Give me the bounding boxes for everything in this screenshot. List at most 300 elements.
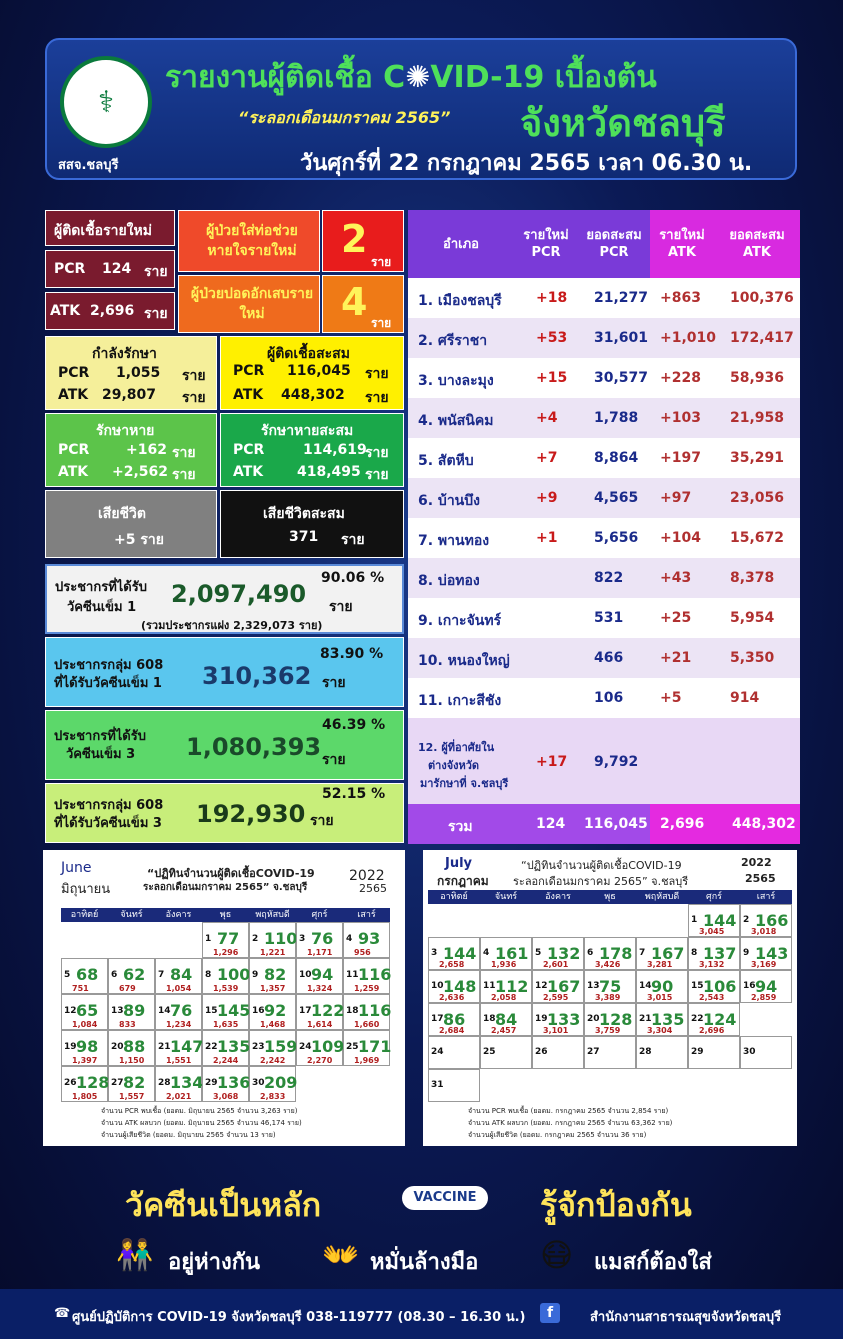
- table-cell: 172,417: [730, 330, 794, 346]
- day-number: 19: [535, 1013, 548, 1024]
- day-number: 5: [64, 969, 71, 980]
- table-cell: 822: [594, 570, 624, 586]
- atk-count: 1,324: [307, 984, 333, 993]
- table-cell: +7: [536, 450, 558, 466]
- calendar-day: [636, 970, 688, 1003]
- prevention-slogan: รู้จักป้องกัน: [540, 1186, 692, 1224]
- pcr-count: 92: [264, 1001, 287, 1021]
- pcr-count: 135: [651, 1009, 685, 1029]
- table-row-total: รวม 124 116,045: [408, 804, 800, 844]
- atk-count: 1,557: [119, 1092, 145, 1101]
- table-cell: 3. บางละมุง: [418, 373, 494, 389]
- table-cell: 35,291: [730, 450, 785, 466]
- atk-count: 2,058: [491, 993, 517, 1002]
- calendar-day-header: เสาร์: [740, 890, 792, 904]
- table-cell: +1: [536, 530, 558, 546]
- table-cell: 531: [594, 610, 624, 626]
- calendar-day-header: เสาร์: [343, 908, 390, 922]
- atk-count: 1,614: [307, 1020, 333, 1029]
- table-cell: 8,378: [730, 570, 775, 586]
- pcr-count: 145: [217, 1001, 251, 1021]
- intubation-label: ผู้ป่วยใส่ท่อช่วยหายใจรายใหม่: [178, 210, 320, 272]
- table-cell: 10. หนองใหญ่: [418, 653, 510, 669]
- mask-icon: 😷: [540, 1236, 574, 1274]
- june-calendar: June มิถุนายน “ปฏิทินจำนวนผู้ติดเชื้อCOVID-19 ระลอกเดือนมกราคม 2565” จ.ชลบุรี 2022 2565 อาทิตย์ จันทร์ อังคาร พุธ พฤหัสบดี ศุกร์ เสาร์ 1 77 1,296 2 110 1,221 3 76 1,171 4 93 956 5 68 751 6 62 679 7 84 1,054 8 100 1,539 9 82 1,357 10 94 1,324 11 116 1,259 12 65 1,084 13 89 833 14 76 1,234 15 145 1,635 16 92 1,468 17 122 1,614 18 116 1,660 19 98 1,397 20 88 1,150 21 147 1,551 22 135 2,244 23 159 2,242 24 109 2,270 25 171 1,969 26 128 1,805 27 82 1,557 28 134 2,021 29 136 3,068 30 209 2,833 จำนวน PCR พบเชื้อ (ยอดม. มิถุนายน 2565 จำนวน 3,263 ราย) จำนวน ATK ผลบวก (ยอดม. มิถุนายน 2565 จำนวน 46,174 ราย) จำนวนผู้เสียชีวิต (ยอดม. มิถุนายน 2565 จำนวน 13 ราย): [43, 850, 405, 1146]
- table-cell: 21,958: [730, 410, 785, 426]
- calendar-day: [480, 1036, 532, 1069]
- pcr-count: 75: [599, 976, 622, 996]
- pcr-count: 94: [755, 976, 778, 996]
- day-number: 26: [64, 1077, 77, 1088]
- vaccine-icon: VACCINE: [398, 1170, 490, 1226]
- day-number: 18: [483, 1013, 496, 1024]
- pcr-count: 134: [170, 1073, 204, 1093]
- day-number: 10: [431, 980, 444, 991]
- vaccine-608-dose3-panel: ประชากรกลุ่ม 608 ที่ได้รับวัคซีนเข็ม 3 192,930 52.15 % ราย: [45, 783, 404, 843]
- day-number: 11: [346, 969, 359, 980]
- calendar-day: [480, 937, 532, 970]
- pcr-count: 166: [755, 910, 789, 930]
- atk-count: 2,833: [260, 1092, 286, 1101]
- calendar-day: [688, 1003, 740, 1036]
- death-panel: เสียชีวิต +5 ราย: [45, 490, 217, 558]
- calendar-day-header: อาทิตย์: [428, 890, 480, 904]
- table-cell: 4. พนัสนิคม: [418, 413, 494, 429]
- atk-count: 1,969: [354, 1056, 380, 1065]
- calendar-day: [343, 958, 390, 994]
- atk-count: 2,244: [213, 1056, 239, 1065]
- calendar-day: [480, 970, 532, 1003]
- day-number: 23: [252, 1041, 265, 1052]
- calendar-day: [428, 1036, 480, 1069]
- calendar-day: [532, 937, 584, 970]
- table-cell: 58,936: [730, 370, 785, 386]
- atk-count: 3,169: [751, 960, 777, 969]
- table-cell: 466: [594, 650, 624, 666]
- atk-count: 3,132: [699, 960, 725, 969]
- table-cell: 5,350: [730, 650, 775, 666]
- cumulative-panel: ผู้ติดเชื้อสะสม PCR 116,045 ราย ATK 448,302 ราย: [220, 336, 404, 410]
- calendar-day-header: พฤหัสบดี: [249, 908, 296, 922]
- recovered-cum-panel: รักษาหายสะสม PCR 114,619 ราย ATK 418,495 ราย: [220, 413, 404, 487]
- atk-count: 1,805: [72, 1092, 98, 1101]
- pcr-count: 144: [703, 910, 737, 930]
- pneumonia-value: 4 ราย: [322, 275, 404, 333]
- table-cell: 1. เมืองชลบุรี: [418, 293, 502, 309]
- calendar-day: [249, 994, 296, 1030]
- table-cell: 5,656: [594, 530, 639, 546]
- report-title: รายงานผู้ติดเชื้อ C✺VID-19 เบื้องต้น: [165, 60, 657, 95]
- pcr-count: 82: [123, 1073, 146, 1093]
- pcr-count: 178: [599, 943, 633, 963]
- atk-count: 1,539: [213, 984, 239, 993]
- table-cell: +4: [536, 410, 558, 426]
- table-row: [408, 518, 800, 558]
- day-number: 15: [691, 980, 704, 991]
- day-number: 20: [111, 1041, 124, 1052]
- hotline-text: ศูนย์ปฏิบัติการ COVID-19 จังหวัดชลบุรี 038-119777 (08.30 – 16.30 น.): [72, 1310, 526, 1325]
- handwash-icon: 👐: [322, 1238, 360, 1273]
- calendar-day: [249, 922, 296, 958]
- atk-count: 2,636: [439, 993, 465, 1002]
- pcr-count: 76: [311, 929, 334, 949]
- calendar-day: [202, 958, 249, 994]
- atk-count: 2,658: [439, 960, 465, 969]
- calendar-day: [249, 958, 296, 994]
- atk-count: 1,660: [354, 1020, 380, 1029]
- table-cell: 914: [730, 690, 760, 706]
- pcr-count: 77: [217, 929, 240, 949]
- pcr-count: 148: [443, 976, 477, 996]
- table-row: [408, 598, 800, 638]
- atk-count: 1,259: [354, 984, 380, 993]
- calendar-day: [584, 1036, 636, 1069]
- calendar-day: [296, 1030, 343, 1066]
- calendar-day: [343, 1030, 390, 1066]
- wave-slogan: “ระลอกเดือนมกราคม 2565”: [238, 108, 451, 127]
- table-cell: 8,864: [594, 450, 639, 466]
- day-number: 9: [252, 969, 259, 980]
- day-number: 8: [691, 947, 698, 958]
- calendar-legend: จำนวน ATK ผลบวก (ยอดม. กรกฎาคม 2565 จำนวน 63,362 ราย): [468, 1119, 673, 1127]
- day-number: 24: [431, 1046, 444, 1057]
- table-row: [408, 398, 800, 438]
- distance-text: อยู่ห่างกัน: [168, 1250, 261, 1275]
- new-pcr: PCR 124 ราย: [45, 250, 175, 288]
- pneumonia-label: ผู้ป่วยปอดอักเสบรายใหม่: [178, 275, 320, 333]
- pcr-count: 159: [264, 1037, 298, 1057]
- atk-count: 1,221: [260, 948, 286, 957]
- day-number: 13: [111, 1005, 124, 1016]
- calendar-day: [740, 970, 792, 1003]
- calendar-day: [296, 994, 343, 1030]
- th-pcr-cum: ยอดสะสม PCR: [578, 210, 650, 278]
- day-number: 8: [205, 969, 212, 980]
- table-cell: 1,788: [594, 410, 639, 426]
- calendar-day: [108, 1066, 155, 1102]
- calendar-legend: จำนวน ATK ผลบวก (ยอดม. มิถุนายน 2565 จำนวน 46,174 ราย): [101, 1119, 302, 1127]
- day-number: 2: [252, 933, 259, 944]
- table-cell: 15,672: [730, 530, 785, 546]
- table-cell: 11. เกาะสีชัง: [418, 693, 502, 709]
- calendar-day: [532, 1036, 584, 1069]
- day-number: 16: [252, 1005, 265, 1016]
- pcr-count: 128: [76, 1073, 110, 1093]
- table-cell: 7. พานทอง: [418, 533, 490, 549]
- pcr-count: 106: [703, 976, 737, 996]
- calendar-day: [155, 994, 202, 1030]
- calendar-day: [636, 1036, 688, 1069]
- pcr-count: 122: [311, 1001, 345, 1021]
- atk-count: 2,601: [543, 960, 569, 969]
- atk-count: 1,084: [72, 1020, 98, 1029]
- calendar-day: [296, 922, 343, 958]
- day-number: 22: [205, 1041, 218, 1052]
- vaccine-608-dose1-panel: ประชากรกลุ่ม 608 ที่ได้รับวัคซีนเข็ม 1 310,362 83.90 % ราย: [45, 637, 404, 707]
- calendar-day: [155, 1066, 202, 1102]
- th-atk-cum: ยอดสะสม ATK: [714, 210, 800, 278]
- table-cell: 30,577: [594, 370, 649, 386]
- facebook-icon[interactable]: f: [540, 1303, 560, 1323]
- intubation-value: 2 ราย: [322, 210, 404, 272]
- table-cell: 9. เกาะจันทร์: [418, 613, 502, 629]
- calendar-day: [296, 958, 343, 994]
- day-number: 1: [205, 933, 212, 944]
- province-title: จังหวัดชลบุรี: [520, 101, 726, 145]
- day-number: 6: [111, 969, 118, 980]
- atk-count: 833: [119, 1020, 136, 1029]
- atk-count: 1,357: [260, 984, 286, 993]
- table-cell: +9: [536, 490, 558, 506]
- pcr-count: 116: [358, 965, 392, 985]
- calendar-day: [636, 937, 688, 970]
- calendar-day: [202, 1066, 249, 1102]
- table-cell: +53: [536, 330, 568, 346]
- day-number: 1: [691, 914, 698, 925]
- atk-count: 2,457: [491, 1026, 517, 1035]
- pcr-count: 86: [443, 1009, 466, 1029]
- calendar-day: [532, 1003, 584, 1036]
- atk-count: 1,468: [260, 1020, 286, 1029]
- atk-count: 3,389: [595, 993, 621, 1002]
- calendar-day: [688, 937, 740, 970]
- atk-count: 1,635: [213, 1020, 239, 1029]
- th-atk-new: รายใหม่ ATK: [650, 210, 714, 278]
- day-number: 31: [431, 1079, 444, 1090]
- july-calendar: July กรกฎาคม “ปฏิทินจำนวนผู้ติดเชื้อCOVID-19 ระลอกเดือนมกราคม 2565” จ.ชลบุรี 2022 2565 อาทิตย์ จันทร์ อังคาร พุธ พฤหัสบดี ศุกร์ เสาร์ 1 144 3,045 2 166 3,018 3 144 2,658 4 161 1,936 5 132 2,601 6 178 3,426 7 167 3,281 8 137 3,132 9 143 3,169 10 148 2,636 11 112 2,058 12 167 2,595 13 75 3,389 14 90 3,015 15 106 2,543 16 94 2,859 17 86 2,684 18 84 2,457 19 133 3,101 20 128 3,759 21 135 3,304 22 124 2,696 24 25 26 27 28 29 30 31 จำนวน PCR พบเชื้อ (ยอดม. กรกฎาคม 2565 จำนวน 2,854 ราย) จำนวน ATK ผลบวก (ยอดม. กรกฎาคม 2565 จำนวน 63,362 ราย) จำนวนผู้เสียชีวิต (ยอดม. กรกฎาคม 2565 จำนวน 36 ราย): [423, 850, 797, 1146]
- calendar-day: [480, 1003, 532, 1036]
- table-cell: +103: [660, 410, 701, 426]
- calendar-day: [584, 937, 636, 970]
- day-number: 13: [587, 980, 600, 991]
- pcr-count: 94: [311, 965, 334, 985]
- treating-panel: กำลังรักษา PCR 1,055 ราย ATK 29,807 ราย: [45, 336, 217, 410]
- calendar-day: [584, 970, 636, 1003]
- atk-count: 1,551: [166, 1056, 192, 1065]
- table-cell: 8. บ่อทอง: [418, 573, 480, 589]
- recovered-panel: รักษาหาย PCR +162 ราย ATK +2,562 ราย: [45, 413, 217, 487]
- pcr-count: 93: [358, 929, 381, 949]
- th-pcr-new: รายใหม่ PCR: [514, 210, 578, 278]
- pcr-count: 133: [547, 1009, 581, 1029]
- calendar-day: [688, 904, 740, 937]
- day-number: 12: [535, 980, 548, 991]
- pcr-count: 68: [76, 965, 99, 985]
- calendar-day-header: อาทิตย์: [61, 908, 108, 922]
- table-cell: +15: [536, 370, 568, 386]
- atk-count: 751: [72, 984, 89, 993]
- pcr-count: 124: [703, 1009, 737, 1029]
- calendar-day: [428, 1069, 480, 1102]
- table-row-other-provinces: 12. ผู้ที่อาศัยใน ต่างจังหวัด มารักษาที่ จ.ชลบุรี +17 9,792: [408, 718, 800, 804]
- atk-count: 2,859: [751, 993, 777, 1002]
- table-cell: +25: [660, 610, 692, 626]
- day-number: 6: [587, 947, 594, 958]
- pcr-count: 84: [170, 965, 193, 985]
- report-date: วันศุกร์ที่ 22 กรกฎาคม 2565 เวลา 06.30 น.: [300, 151, 753, 176]
- handwash-text: หมั่นล้างมือ: [370, 1250, 479, 1275]
- table-cell: +863: [660, 290, 701, 306]
- atk-count: 2,696: [699, 1026, 725, 1035]
- atk-count: 679: [119, 984, 136, 993]
- atk-count: 1,171: [307, 948, 333, 957]
- table-cell: 106: [594, 690, 624, 706]
- atk-count: 2,543: [699, 993, 725, 1002]
- calendar-day: [61, 994, 108, 1030]
- table-row: [408, 358, 800, 398]
- day-number: 27: [111, 1077, 124, 1088]
- pcr-count: 109: [311, 1037, 345, 1057]
- table-cell: 5. สัตหีบ: [418, 453, 474, 469]
- day-number: 30: [743, 1046, 756, 1057]
- ministry-logo: ⚕: [60, 56, 152, 148]
- calendar-day: [636, 1003, 688, 1036]
- calendar-day: [249, 1030, 296, 1066]
- calendar-day-header: ศุกร์: [688, 890, 740, 904]
- day-number: 15: [205, 1005, 218, 1016]
- pcr-count: 132: [547, 943, 581, 963]
- facebook-page-name[interactable]: สำนักงานสาธารณสุขจังหวัดชลบุรี: [590, 1310, 782, 1325]
- pcr-count: 88: [123, 1037, 146, 1057]
- table-row: [408, 438, 800, 478]
- atk-count: 3,018: [751, 927, 777, 936]
- table-cell: 31,601: [594, 330, 649, 346]
- day-number: 5: [535, 947, 542, 958]
- pcr-count: 98: [76, 1037, 99, 1057]
- calendar-day: [343, 994, 390, 1030]
- calendar-legend: จำนวนผู้เสียชีวิต (ยอดม. มิถุนายน 2565 จำนวน 13 ราย): [101, 1131, 276, 1139]
- calendar-day: [61, 1030, 108, 1066]
- table-cell: +197: [660, 450, 701, 466]
- distance-icon: 👫: [116, 1238, 154, 1273]
- calendar-legend: จำนวน PCR พบเชื้อ (ยอดม. มิถุนายน 2565 จำนวน 3,263 ราย): [101, 1107, 298, 1115]
- table-cell: +97: [660, 490, 692, 506]
- calendar-day: [155, 1030, 202, 1066]
- day-number: 30: [252, 1077, 265, 1088]
- atk-count: 3,426: [595, 960, 621, 969]
- atk-count: 1,234: [166, 1020, 192, 1029]
- atk-count: 1,150: [119, 1056, 145, 1065]
- pcr-count: 167: [547, 976, 581, 996]
- atk-count: 3,101: [543, 1026, 569, 1035]
- atk-count: 2,595: [543, 993, 569, 1002]
- pcr-count: 161: [495, 943, 529, 963]
- atk-count: 2,684: [439, 1026, 465, 1035]
- pcr-count: 128: [599, 1009, 633, 1029]
- day-number: 3: [299, 933, 306, 944]
- calendar-legend: จำนวน PCR พบเชื้อ (ยอดม. กรกฎาคม 2565 จำนวน 2,854 ราย): [468, 1107, 669, 1115]
- calendar-day: [343, 922, 390, 958]
- calendar-day: [155, 958, 202, 994]
- new-cases-header: ผู้ติดเชื้อรายใหม่: [45, 210, 175, 246]
- table-cell: 100,376: [730, 290, 794, 306]
- vaccine-slogan: วัคซีนเป็นหลัก: [125, 1186, 322, 1224]
- atk-count: 3,045: [699, 927, 725, 936]
- table-cell: +228: [660, 370, 701, 386]
- atk-count: 1,936: [491, 960, 517, 969]
- day-number: 25: [483, 1046, 496, 1057]
- table-cell: 23,056: [730, 490, 785, 506]
- pcr-count: 82: [264, 965, 287, 985]
- calendar-day: [202, 922, 249, 958]
- table-row: [408, 318, 800, 358]
- table-row: [408, 558, 800, 598]
- day-number: 29: [205, 1077, 218, 1088]
- pcr-count: 135: [217, 1037, 251, 1057]
- day-number: 28: [639, 1046, 652, 1057]
- pcr-count: 143: [755, 943, 789, 963]
- calendar-day: [740, 904, 792, 937]
- calendar-day: [428, 937, 480, 970]
- calendar-day: [740, 1036, 792, 1069]
- day-number: 9: [743, 947, 750, 958]
- calendar-day-header: ศุกร์: [296, 908, 343, 922]
- day-number: 20: [587, 1013, 600, 1024]
- calendar-day: [61, 958, 108, 994]
- day-number: 7: [639, 947, 646, 958]
- pcr-count: 65: [76, 1001, 99, 1021]
- atk-count: 1,054: [166, 984, 192, 993]
- atk-count: 3,304: [647, 1026, 673, 1035]
- table-cell: 2. ศรีราชา: [418, 333, 488, 349]
- day-number: 19: [64, 1041, 77, 1052]
- atk-count: 1,296: [213, 948, 239, 957]
- pcr-count: 89: [123, 1001, 146, 1021]
- day-number: 29: [691, 1046, 704, 1057]
- pcr-count: 209: [264, 1073, 298, 1093]
- calendar-day: [740, 937, 792, 970]
- calendar-day: [584, 1003, 636, 1036]
- pcr-count: 112: [495, 976, 529, 996]
- day-number: 25: [346, 1041, 359, 1052]
- calendar-day-header: พุธ: [202, 908, 249, 922]
- table-row: [408, 638, 800, 678]
- table-cell: +21: [660, 650, 692, 666]
- day-number: 22: [691, 1013, 704, 1024]
- calendar-day: [428, 1003, 480, 1036]
- vaccine-dose3-panel: ประชากรที่ได้รับ วัคซีนเข็ม 3 1,080,393 46.39 % ราย: [45, 710, 404, 780]
- atk-count: 3,759: [595, 1026, 621, 1035]
- table-row: [408, 678, 800, 718]
- calendar-day: [428, 970, 480, 1003]
- pcr-count: 116: [358, 1001, 392, 1021]
- mask-text: แมสก์ต้องใส่: [594, 1250, 712, 1275]
- table-cell: 5,954: [730, 610, 775, 626]
- table-total-atk: 2,696 448,302: [650, 804, 800, 844]
- table-cell: 6. บ้านบึง: [418, 493, 480, 509]
- district-table: [408, 210, 800, 844]
- day-number: 12: [64, 1005, 77, 1016]
- calendar-day: [202, 1030, 249, 1066]
- table-cell: +5: [660, 690, 682, 706]
- calendar-day-header: จันทร์: [480, 890, 532, 904]
- calendar-day: [249, 1066, 296, 1102]
- calendar-day: [688, 970, 740, 1003]
- org-label: สสจ.ชลบุรี: [58, 158, 119, 173]
- atk-count: 2,021: [166, 1092, 192, 1101]
- pcr-count: 171: [358, 1037, 392, 1057]
- calendar-day-header: พุธ: [584, 890, 636, 904]
- pcr-count: 84: [495, 1009, 518, 1029]
- phone-icon: ☎: [54, 1306, 71, 1321]
- pcr-count: 144: [443, 943, 477, 963]
- pcr-count: 110: [264, 929, 298, 949]
- day-number: 21: [639, 1013, 652, 1024]
- vaccine-dose1-panel: ประชากรที่ได้รับ วัคซีนเข็ม 1 2,097,490 90.06 % ราย (รวมประชากรแฝง 2,329,073 ราย): [45, 564, 404, 634]
- day-number: 26: [535, 1046, 548, 1057]
- new-atk: ATK 2,696 ราย: [45, 292, 175, 330]
- atk-count: 2,270: [307, 1056, 333, 1065]
